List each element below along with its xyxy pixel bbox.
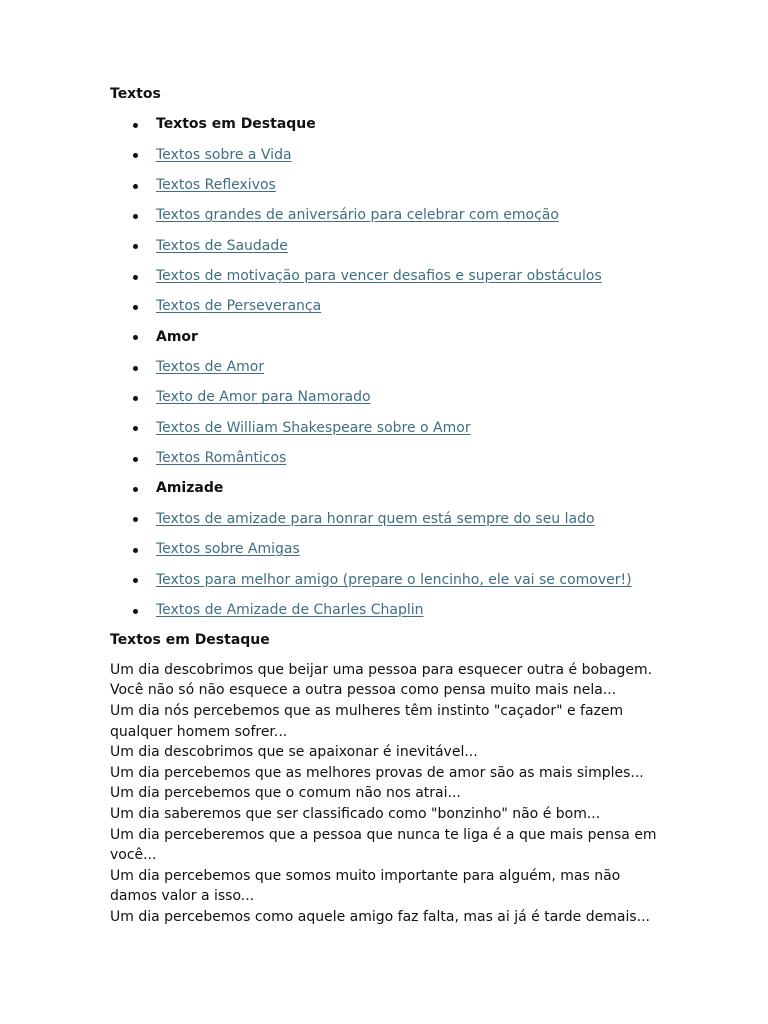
toc-link[interactable]: Textos sobre a Vida	[156, 146, 292, 163]
body-line: Um dia descobrimos que se apaixonar é inevitável...	[110, 744, 478, 761]
toc-header-label: Amizade	[156, 480, 224, 497]
bullet-icon	[133, 305, 138, 310]
toc-link-item[interactable]	[110, 377, 670, 407]
toc-link-item[interactable]	[110, 529, 670, 559]
bullet-icon	[133, 548, 138, 553]
toc-link[interactable]: Textos de Amor	[156, 359, 265, 376]
toc-link-item[interactable]	[110, 498, 670, 528]
toc-link[interactable]: Textos Reflexivos	[156, 177, 276, 194]
toc-link[interactable]: Textos de Saudade	[156, 237, 288, 254]
body-text	[110, 660, 670, 928]
body-line: Você não só não esquece a outra pessoa como pensa muito mais nela...	[110, 682, 617, 699]
body-line: Um dia percebemos como aquele amigo faz falta, mas ai já é tarde demais...	[110, 908, 650, 925]
toc-section-header	[110, 468, 670, 498]
toc-section-header	[110, 316, 670, 346]
bullet-icon	[133, 366, 138, 371]
toc-link-item[interactable]	[110, 195, 670, 225]
bullet-icon	[133, 517, 138, 522]
section-title: Textos em Destaque	[110, 631, 270, 648]
bullet-icon	[133, 426, 138, 431]
toc-header-label: Textos em Destaque	[156, 116, 316, 133]
toc-link-item[interactable]	[110, 225, 670, 255]
toc-link[interactable]: Textos grandes de aniversário para celebrar com emoção	[156, 207, 559, 224]
bullet-icon	[133, 123, 138, 128]
toc-link-item[interactable]	[110, 347, 670, 377]
toc-link[interactable]: Textos sobre Amigas	[156, 541, 300, 558]
toc-link[interactable]: Textos de amizade para honrar quem está sempre do seu lado	[156, 510, 595, 527]
bullet-icon	[133, 335, 138, 340]
bullet-icon	[133, 578, 138, 583]
bullet-icon	[133, 275, 138, 280]
toc-link[interactable]: Textos de motivação para vencer desafios e superar obstáculos	[156, 268, 602, 285]
toc-link[interactable]: Textos de William Shakespeare sobre o Amor	[156, 419, 471, 436]
body-line: Um dia saberemos que ser classificado como "bonzinho" não é bom...	[110, 806, 601, 822]
toc-link-item[interactable]	[110, 407, 670, 437]
bullet-icon	[133, 184, 138, 189]
toc-link[interactable]: Textos para melhor amigo (prepare o lencinho, ele vai se comover!)	[156, 571, 632, 588]
toc-section-header	[110, 104, 670, 134]
body-line: Um dia percebemos que o comum não nos atrai...	[110, 785, 461, 802]
toc-link-item[interactable]	[110, 590, 670, 620]
bullet-icon	[133, 214, 138, 219]
bullet-icon	[133, 609, 138, 614]
toc-link-item[interactable]	[110, 438, 670, 468]
body-line: Um dia percebemos que somos muito importante para alguém, mas não damos valor a isso...	[110, 867, 621, 905]
page-heading: Textos	[110, 86, 161, 102]
toc-link[interactable]: Textos de Amizade de Charles Chaplin	[156, 601, 424, 618]
toc-link[interactable]: Textos de Perseverança	[156, 298, 322, 315]
table-of-contents	[110, 104, 670, 620]
body-line: Um dia descobrimos que beijar uma pessoa para esquecer outra é bobagem.	[110, 661, 653, 678]
toc-link-item[interactable]	[110, 559, 670, 589]
bullet-icon	[133, 244, 138, 249]
toc-link-item[interactable]	[110, 165, 670, 195]
toc-link-item[interactable]	[110, 286, 670, 316]
body-line: Um dia nós percebemos que as mulheres têm instinto "caçador" e fazem qualquer homem sofrer...	[110, 703, 624, 740]
bullet-icon	[133, 487, 138, 492]
bullet-icon	[133, 457, 138, 462]
body-line: Um dia percebemos que as melhores provas de amor são as mais simples...	[110, 764, 644, 781]
toc-link-item[interactable]	[110, 134, 670, 164]
body-line: Um dia perceberemos que a pessoa que nunca te liga é a que mais pensa em você...	[110, 826, 657, 864]
toc-link[interactable]: Textos Românticos	[156, 450, 287, 467]
toc-link-item[interactable]	[110, 256, 670, 286]
toc-header-label: Amor	[156, 328, 198, 345]
document-page	[110, 84, 670, 928]
toc-link[interactable]: Texto de Amor para Namorado	[156, 389, 371, 406]
bullet-icon	[133, 396, 138, 401]
bullet-icon	[133, 153, 138, 158]
